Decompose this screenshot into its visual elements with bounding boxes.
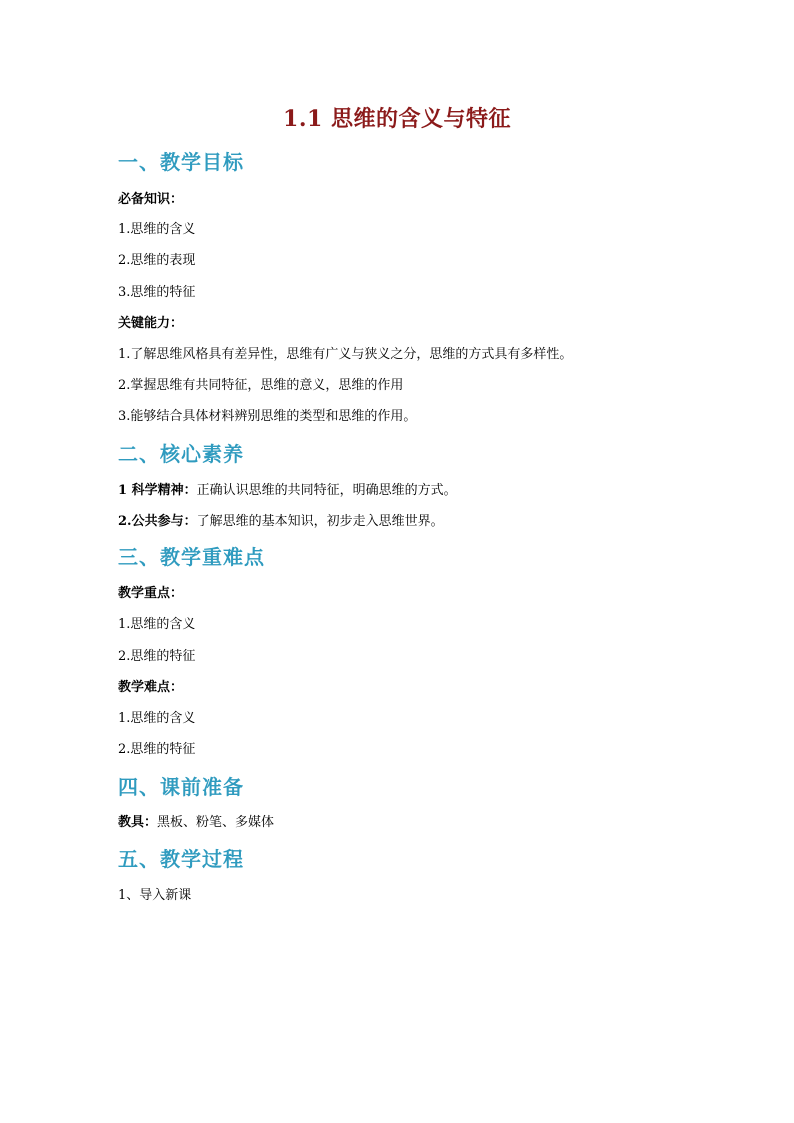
list-item: 1.思维的含义 bbox=[118, 711, 196, 726]
section-heading-preparation: 四、课前准备 bbox=[118, 775, 244, 799]
list-item: 3.能够结合具体材料辨别思维的类型和思维的作用。 bbox=[118, 409, 417, 424]
section-heading-key-difficult-points: 三、教学重难点 bbox=[118, 545, 265, 569]
item-text: 正确认识思维的共同特征，明确思维的方式。 bbox=[196, 483, 457, 498]
list-item: 3.思维的特征 bbox=[118, 285, 196, 300]
list-item: 2.思维的特征 bbox=[118, 649, 196, 664]
list-item bbox=[118, 510, 444, 529]
list-item bbox=[118, 811, 274, 830]
list-item: 1.思维的含义 bbox=[118, 222, 196, 237]
section-heading-teaching-process: 五、教学过程 bbox=[118, 847, 244, 871]
list-item: 2.掌握思维有共同特征，思维的意义，思维的作用 bbox=[118, 378, 404, 393]
list-item: 1、导入新课 bbox=[118, 888, 192, 903]
subheading-required-knowledge: 必备知识： bbox=[118, 192, 184, 207]
subheading-key-abilities: 关键能力： bbox=[118, 316, 184, 331]
tools-text: 黑板、粉笔、多媒体 bbox=[157, 815, 275, 830]
subheading-key-points: 教学重点： bbox=[118, 586, 184, 601]
item-label: 1 科学精神： bbox=[118, 483, 197, 498]
section-heading-objectives: 一、教学目标 bbox=[118, 150, 244, 174]
item-label: 2.公共参与： bbox=[118, 514, 197, 529]
list-item: 1.思维的含义 bbox=[118, 617, 196, 632]
list-item bbox=[118, 479, 457, 498]
list-item: 1.了解思维风格具有差异性，思维有广义与狭义之分，思维的方式具有多样性。 bbox=[118, 347, 573, 362]
item-text: 了解思维的基本知识，初步走入思维世界。 bbox=[196, 514, 444, 529]
tools-label: 教具： bbox=[118, 815, 158, 830]
subheading-difficult-points: 教学难点： bbox=[118, 680, 184, 695]
document-title: 1.1 思维的含义与特征 bbox=[283, 106, 511, 132]
section-heading-core-literacy: 二、核心素养 bbox=[118, 442, 244, 466]
list-item: 2.思维的特征 bbox=[118, 742, 196, 757]
list-item: 2.思维的表现 bbox=[118, 253, 196, 268]
